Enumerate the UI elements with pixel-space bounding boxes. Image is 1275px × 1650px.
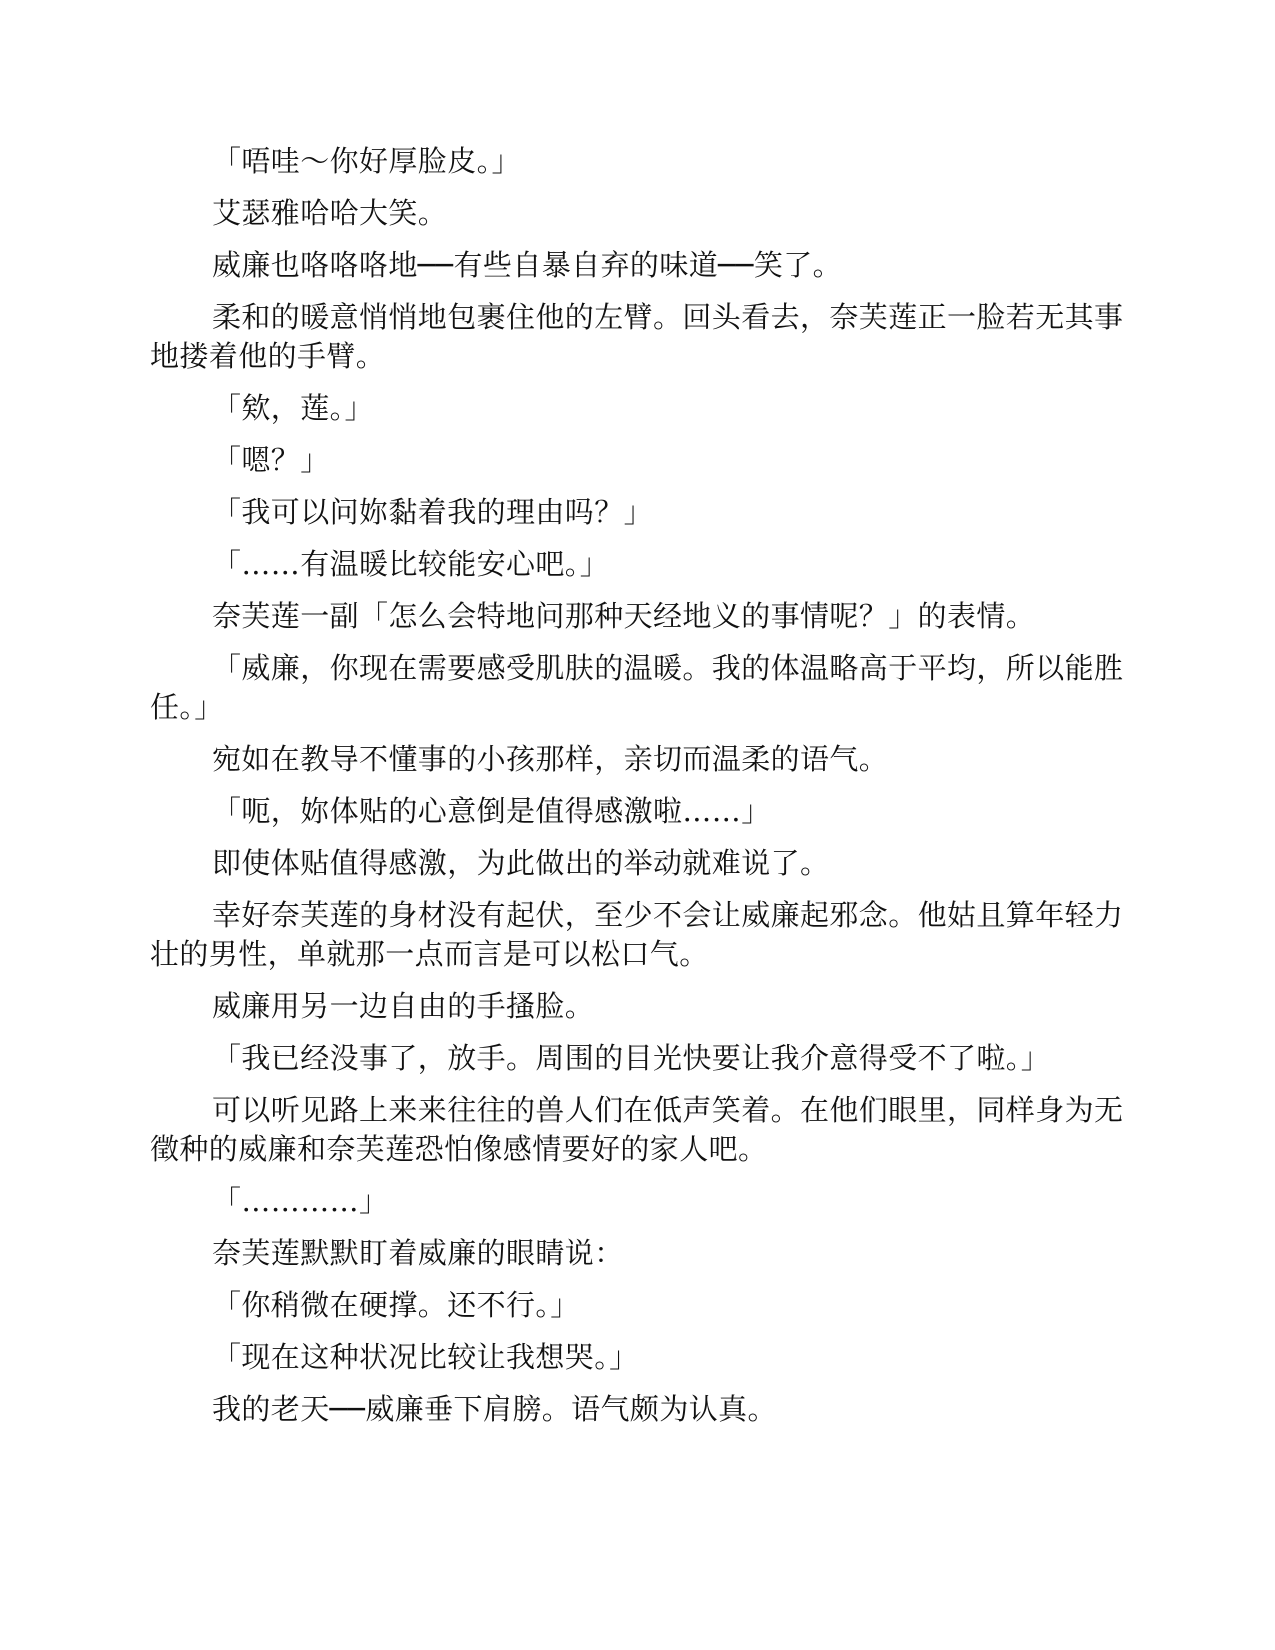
paragraph: 「威廉，你现在需要感受肌肤的温暖。我的体温略高于平均，所以能胜任。」	[150, 651, 1124, 724]
paragraph: 我的老天──威廉垂下肩膀。语气颇为认真。	[212, 1392, 777, 1426]
paragraph: 「你稍微在硬撑。还不行。」	[212, 1288, 580, 1322]
paragraph: 幸好奈芙莲的身材没有起伏，至少不会让威廉起邪念。他姑且算年轻力壮的男性，单就那一点而言是可以松口气。	[150, 898, 1124, 971]
paragraph: 「唔哇～你好厚脸皮。」	[212, 144, 521, 178]
paragraph: 威廉用另一边自由的手搔脸。	[212, 989, 595, 1023]
paragraph: 奈芙莲一副「怎么会特地问那种天经地义的事情呢？」的表情。	[212, 599, 1036, 633]
paragraph: 「……有温暖比较能安心吧。」	[212, 547, 610, 581]
paragraph: 威廉也咯咯咯地──有些自暴自弃的味道──笑了。	[212, 248, 843, 282]
paragraph: 艾瑟雅哈哈大笑。	[212, 196, 448, 230]
paragraph: 柔和的暖意悄悄地包裹住他的左臂。回头看去，奈芙莲正一脸若无其事地搂着他的手臂。	[150, 300, 1124, 373]
paragraph: 「…………」	[212, 1184, 389, 1218]
paragraph: 「我可以问妳黏着我的理由吗？」	[212, 495, 654, 529]
text-body	[150, 142, 1126, 1442]
paragraph: 「我已经没事了，放手。周围的目光快要让我介意得受不了啦。」	[212, 1041, 1051, 1075]
paragraph: 可以听见路上来来往往的兽人们在低声笑着。在他们眼里，同样身为无徵种的威廉和奈芙莲恐怕像感情要好的家人吧。	[150, 1093, 1124, 1166]
paragraph: 奈芙莲默默盯着威廉的眼睛说：	[212, 1236, 624, 1270]
paragraph: 「呃，妳体贴的心意倒是值得感激啦……」	[212, 794, 771, 828]
paragraph: 「欸，莲。」	[212, 391, 374, 425]
paragraph: 「嗯？」	[212, 443, 330, 477]
paragraph: 「现在这种状况比较让我想哭。」	[212, 1340, 639, 1374]
paragraph: 即使体贴值得感激，为此做出的举动就难说了。	[212, 846, 830, 880]
paragraph: 宛如在教导不懂事的小孩那样，亲切而温柔的语气。	[212, 742, 889, 776]
